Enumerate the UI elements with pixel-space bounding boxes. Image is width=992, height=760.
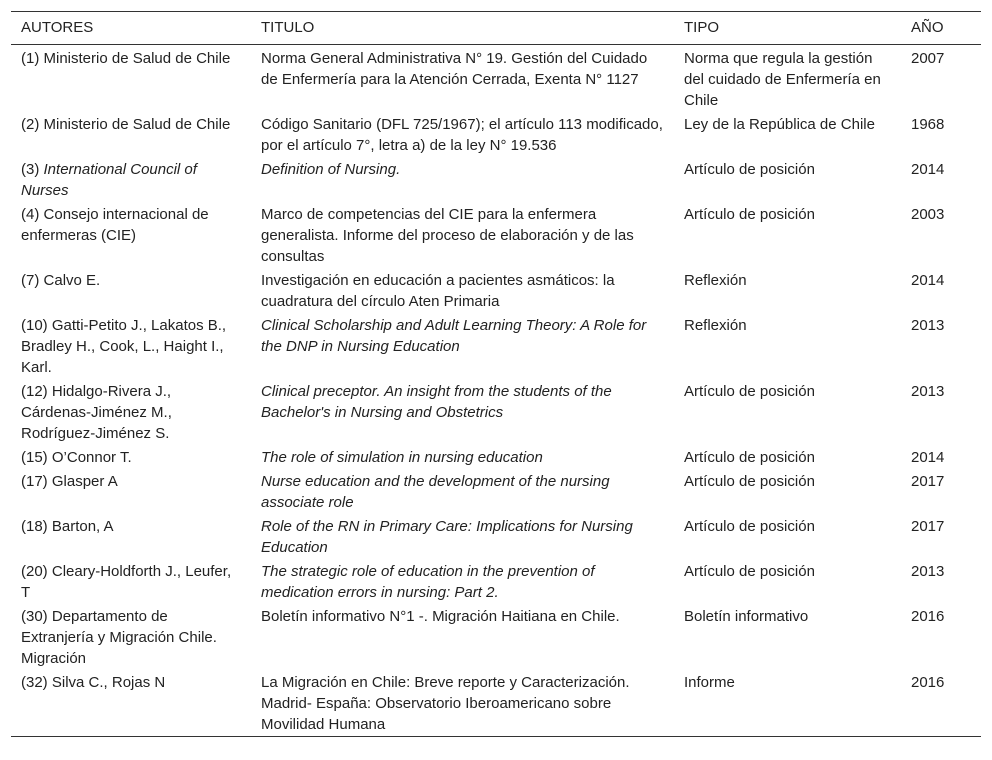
header-titulo: TITULO xyxy=(251,12,674,45)
title-cell: La Migración en Chile: Breve reporte y Caracterización. Madrid- España: Observatorio Iberoamericano sobre Movilidad Humana xyxy=(251,670,674,737)
year-cell: 2016 xyxy=(911,608,945,625)
title-cell: The strategic role of education in the prevention of medication errors in nursing: Part 2. xyxy=(261,563,595,601)
author-text: Barton, A xyxy=(51,518,114,535)
author-cell xyxy=(11,202,251,268)
table-header xyxy=(11,12,981,45)
author-cell xyxy=(11,112,251,157)
tipo-cell: Ley de la República de Chile xyxy=(684,116,875,133)
year-cell: 2014 xyxy=(911,272,945,289)
author-cell xyxy=(11,559,251,604)
author-cell xyxy=(11,379,251,445)
table-body xyxy=(11,45,981,737)
header-autores: AUTORES xyxy=(11,12,251,45)
tipo-cell: Artículo de posición xyxy=(684,161,815,178)
author-cell xyxy=(11,157,251,202)
ref-number: (10) xyxy=(21,317,48,334)
title-cell: Norma General Administrativa N° 19. Gestión del Cuidado de Enfermería para la Atención Cerrada, Exenta N° 1127 xyxy=(261,50,648,88)
ref-number: (12) xyxy=(21,383,48,400)
author-text: Glasper A xyxy=(51,473,118,490)
title-cell: Definition of Nursing. xyxy=(261,161,401,178)
title-cell: Nurse education and the development of the nursing associate role xyxy=(261,473,610,511)
author-cell xyxy=(11,268,251,313)
author-cell xyxy=(11,604,251,670)
title-cell: The role of simulation in nursing education xyxy=(261,449,543,466)
tipo-cell: Artículo de posición xyxy=(684,206,815,223)
tipo-cell: Reflexión xyxy=(684,317,747,334)
year-cell: 2016 xyxy=(901,670,981,737)
ref-number: (18) xyxy=(21,518,48,535)
tipo-cell: Artículo de posición xyxy=(684,383,815,400)
table-row xyxy=(11,514,981,559)
tipo-cell: Artículo de posición xyxy=(684,449,815,466)
author-text: Calvo E. xyxy=(43,272,101,289)
tipo-cell: Artículo de posición xyxy=(684,473,815,490)
author-cell xyxy=(11,670,251,737)
table-row xyxy=(11,45,981,113)
tipo-cell: Boletín informativo xyxy=(684,608,809,625)
tipo-cell: Artículo de posición xyxy=(684,563,815,580)
author-cell xyxy=(11,45,251,113)
ref-number: (4) xyxy=(21,206,40,223)
tipo-cell: Norma que regula la gestión del cuidado de Enfermería en Chile xyxy=(684,50,881,109)
title-cell: Investigación en educación a pacientes asmáticos: la cuadratura del círculo Aten Primaria xyxy=(261,272,615,310)
author-text: Ministerio de Salud de Chile xyxy=(43,50,231,67)
year-cell: 2003 xyxy=(911,206,945,223)
header-anio: AÑO xyxy=(901,12,981,45)
table-row xyxy=(11,157,981,202)
table-row xyxy=(11,202,981,268)
year-cell: 2017 xyxy=(911,518,945,535)
header-tipo: TIPO xyxy=(674,12,901,45)
title-cell: Role of the RN in Primary Care: Implications for Nursing Education xyxy=(261,518,633,556)
ref-number: (30) xyxy=(21,608,48,625)
ref-number: (17) xyxy=(21,473,48,490)
tipo-cell: Reflexión xyxy=(684,272,747,289)
ref-number: (2) xyxy=(21,116,40,133)
table-row xyxy=(11,559,981,604)
year-cell: 2013 xyxy=(911,317,945,334)
references-table xyxy=(11,11,981,737)
author-text: Gatti-Petito J., Lakatos B., Bradley H., Cook, L., Haight I., Karl. xyxy=(21,317,227,376)
author-text: Hidalgo-Rivera J., Cárdenas-Jiménez M., Rodríguez-Jiménez S. xyxy=(21,383,172,442)
author-cell xyxy=(11,469,251,514)
ref-number: (32) xyxy=(21,674,48,691)
year-cell: 2007 xyxy=(911,50,945,67)
author-text: Cleary-Holdforth J., Leufer, T xyxy=(21,563,232,601)
ref-number: (1) xyxy=(21,50,40,67)
author-text: Consejo internacional de enfermeras (CIE) xyxy=(21,206,209,244)
table-row xyxy=(11,313,981,379)
title-cell: Marco de competencias del CIE para la enfermera generalista. Informe del proceso de elaboración y de las consultas xyxy=(261,206,634,265)
year-cell: 2013 xyxy=(911,563,945,580)
author-text: Departamento de Extranjería y Migración Chile. Migración xyxy=(21,608,217,667)
title-cell: Clinical Scholarship and Adult Learning Theory: A Role for the DNP in Nursing Education xyxy=(261,317,647,355)
table-row xyxy=(11,112,981,157)
author-cell xyxy=(11,313,251,379)
table-row xyxy=(11,445,981,469)
table-row xyxy=(11,268,981,313)
year-cell: 2017 xyxy=(911,473,945,490)
year-cell: 2013 xyxy=(911,383,945,400)
title-cell: Clinical preceptor. An insight from the students of the Bachelor's in Nursing and Obstetrics xyxy=(261,383,612,421)
author-text: Silva C., Rojas N xyxy=(51,674,166,691)
ref-number: (3) xyxy=(21,161,40,178)
author-text: International Council of Nurses xyxy=(21,161,197,199)
author-cell xyxy=(11,514,251,559)
year-cell: 2014 xyxy=(911,161,945,178)
table-row xyxy=(11,670,981,737)
year-cell: 2014 xyxy=(911,449,945,466)
author-text: O’Connor T. xyxy=(51,449,132,466)
ref-number: (20) xyxy=(21,563,48,580)
ref-number: (7) xyxy=(21,272,40,289)
author-cell xyxy=(11,445,251,469)
table-row xyxy=(11,469,981,514)
tipo-cell: Informe xyxy=(674,670,901,737)
title-cell: Boletín informativo N°1 -. Migración Haitiana en Chile. xyxy=(261,608,620,625)
author-text: Ministerio de Salud de Chile xyxy=(43,116,231,133)
ref-number: (15) xyxy=(21,449,48,466)
table-row xyxy=(11,604,981,670)
header-row xyxy=(11,12,981,45)
tipo-cell: Artículo de posición xyxy=(684,518,815,535)
table-row xyxy=(11,379,981,445)
year-cell: 1968 xyxy=(911,116,945,133)
title-cell: Código Sanitario (DFL 725/1967); el artículo 113 modificado, por el artículo 7°, letra a) de la ley N° 19.536 xyxy=(261,116,663,154)
